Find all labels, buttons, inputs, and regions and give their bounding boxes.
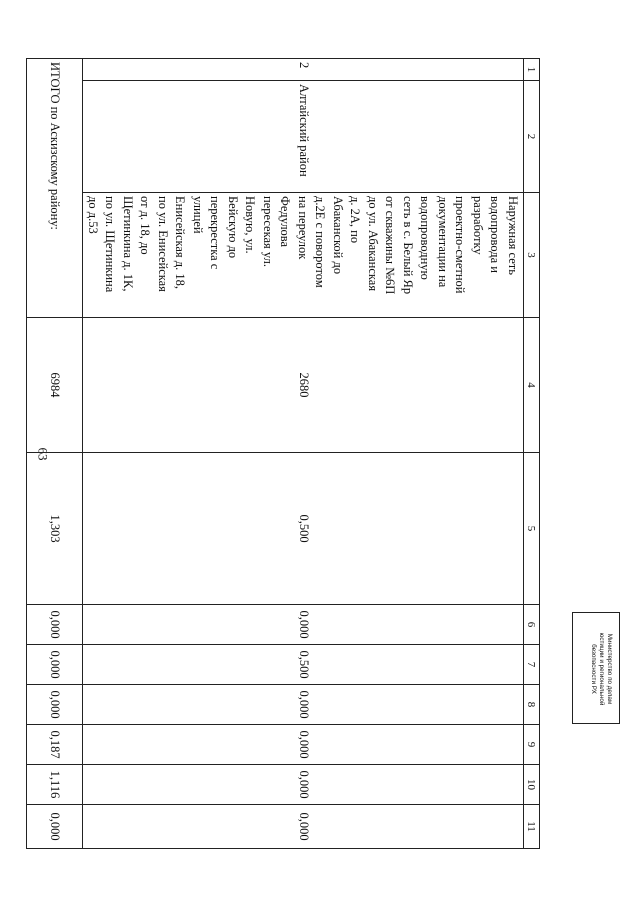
description-line: проектно-сметной xyxy=(453,196,468,294)
description-line: до д.53 xyxy=(86,196,100,234)
description-line: на переулок xyxy=(296,196,310,260)
description-line: разработку xyxy=(471,196,485,255)
region-cell: Алтайский район xyxy=(83,81,524,193)
header-row xyxy=(524,59,540,849)
description-line: водопровода и xyxy=(488,196,503,273)
description-line: до ул. Абаканская xyxy=(366,196,380,292)
cell-col-11: 0,000 xyxy=(83,805,524,849)
stamp-text xyxy=(573,613,621,725)
description-line: Абаканской до xyxy=(331,196,345,275)
description-line: сеть в с. Белый Яр xyxy=(401,196,415,295)
description-line: пересекая ул. xyxy=(261,196,275,267)
header-col-11: 11 xyxy=(524,805,540,849)
page-number: 63 xyxy=(35,447,51,461)
table-container xyxy=(48,58,540,848)
description-line: Бейскую до xyxy=(226,196,240,259)
header-col-6: 6 xyxy=(524,605,540,645)
header-col-5: 5 xyxy=(524,453,540,605)
header-col-10: 10 xyxy=(524,765,540,805)
description-line: водопроводную xyxy=(418,196,433,280)
description-line: Наружная сеть xyxy=(506,196,520,275)
row-number: 2 xyxy=(83,59,524,81)
cell-col-4: 2680 xyxy=(83,318,524,453)
header-col-8: 8 xyxy=(524,685,540,725)
stamp-line: безопасности РХ xyxy=(590,644,597,694)
description-line: документации на xyxy=(436,196,450,288)
cell-col-6: 0,000 xyxy=(83,605,524,645)
total-col-9: 0,187 xyxy=(27,725,83,765)
description-line: от скважины №6П xyxy=(383,196,398,295)
header-col-3: 3 xyxy=(524,193,540,318)
stamp-line: юстиции и региональной xyxy=(598,632,605,706)
total-col-4: 6984 xyxy=(27,318,83,453)
description-lines xyxy=(84,196,522,314)
description-line: д. 2А, по xyxy=(348,196,363,244)
description-line: по ул. Енисейская xyxy=(156,196,170,292)
total-label: ИТОГО по Аскизскому району: xyxy=(27,59,83,318)
description-line: Федулова xyxy=(278,196,293,248)
description-line: Новую, ул. xyxy=(243,196,258,254)
description-line: от д. 18, до xyxy=(138,196,153,255)
description-line: Щетинкина д. 1К, xyxy=(121,196,135,292)
header-col-4: 4 xyxy=(524,318,540,453)
total-col-6: 0,000 xyxy=(27,605,83,645)
description-line: улицей xyxy=(191,196,205,234)
table-rotated-wrapper xyxy=(48,58,540,848)
header-col-1: 1 xyxy=(524,59,540,81)
description-line: д.2Е с поворотом xyxy=(313,196,328,288)
total-row xyxy=(27,59,83,849)
total-col-8: 0,000 xyxy=(27,685,83,725)
cell-col-7: 0,500 xyxy=(83,645,524,685)
description-line: перекрестка с xyxy=(208,196,223,270)
table-row xyxy=(83,59,524,849)
header-col-2: 2 xyxy=(524,81,540,193)
total-col-11: 0,000 xyxy=(27,805,83,849)
cell-col-8: 0,000 xyxy=(83,685,524,725)
cell-col-5: 0,500 xyxy=(83,453,524,605)
header-col-9: 9 xyxy=(524,725,540,765)
description-cell xyxy=(83,193,524,318)
total-col-7: 0,000 xyxy=(27,645,83,685)
stamp-line: Министерство по делам xyxy=(606,633,613,705)
cell-col-9: 0,000 xyxy=(83,725,524,765)
description-line: Енисейская д. 18, xyxy=(173,196,188,290)
description-line: по ул. Щетинкина xyxy=(103,196,118,293)
cell-col-10: 0,000 xyxy=(83,765,524,805)
ministry-stamp xyxy=(572,612,620,724)
total-col-10: 1,116 xyxy=(27,765,83,805)
header-col-7: 7 xyxy=(524,645,540,685)
data-table xyxy=(27,58,541,849)
total-col-5: 1,303 xyxy=(27,453,83,605)
